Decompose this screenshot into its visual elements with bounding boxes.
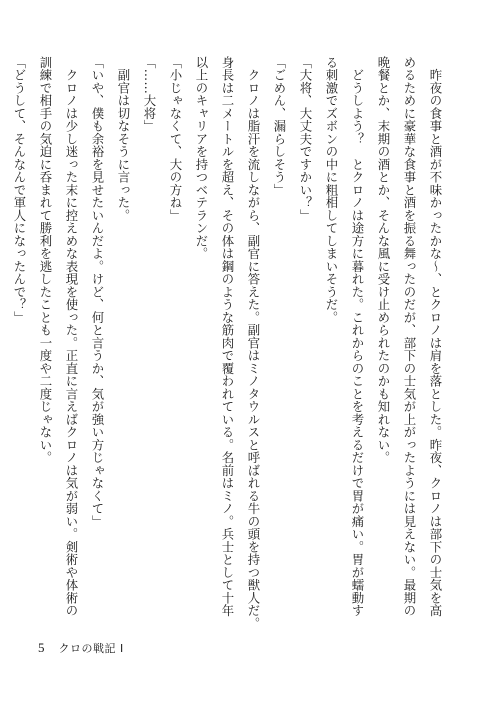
text-line: 「いや、僕も余裕を見せたいんだよ。けど、何と言うか、気が強い方じゃなくて」 [90, 56, 105, 528]
text-line: クロノは少し迷った末に控えめな表現を使った。正直に言えばクロノは気が弱い。剣術や体術の [64, 56, 79, 617]
text-line: 「どうして、そんなんで軍人になったんで？」 [12, 56, 27, 324]
text-line: どうしよう？ とクロノは途方に暮れた。これからのことを考えるだけで胃が痛い。胃が蠕動す [350, 56, 365, 617]
text-line: 副官は切なそうに言った。 [116, 56, 131, 222]
text-line: 「……大将」 [142, 56, 157, 133]
text-line: 「ごめん、漏らしそう」 [272, 56, 287, 197]
text-line: 身長は二メートルを超え、その体は鋼のような筋肉で覆われている。名前はミノ。兵士として十年 [220, 56, 235, 617]
text-line: 「小じゃなくて、大の方ね」 [168, 56, 183, 222]
text-line: る刺激でズボンの中に粗相してしまいそうだ。 [324, 56, 339, 324]
page-footer [38, 640, 124, 656]
text-line: 晩餐とか、末期の酒とか、そんな風に受け止められたのかも知れない。 [376, 56, 391, 464]
text-line: 訓練で相手の気迫に呑まれて勝利を逃したことも一度や二度じゃない。 [38, 56, 53, 464]
text-line: めるために豪華な食事と酒を振る舞ったのだが、部下の士気が上がったようには見えない。最期の [402, 56, 417, 617]
running-head: クロの戦記 Ⅰ [58, 642, 124, 655]
vertical-text-block [12, 56, 448, 630]
page-number: 5 [38, 640, 45, 655]
text-line: 昨夜の食事と酒が不味かったかな～、とクロノは肩を落とした。昨夜、クロノは部下の士気を高 [428, 56, 443, 617]
text-line: 以上のキャリアを持つベテランだ。 [194, 56, 209, 260]
text-line: 「大将、大丈夫ですかい？」 [298, 56, 313, 222]
text-line: クロノは脂汗を流しながら、副官に答えた。副官はミノタウルスと呼ばれる牛の頭を持つ獣人だ。 [246, 56, 261, 630]
